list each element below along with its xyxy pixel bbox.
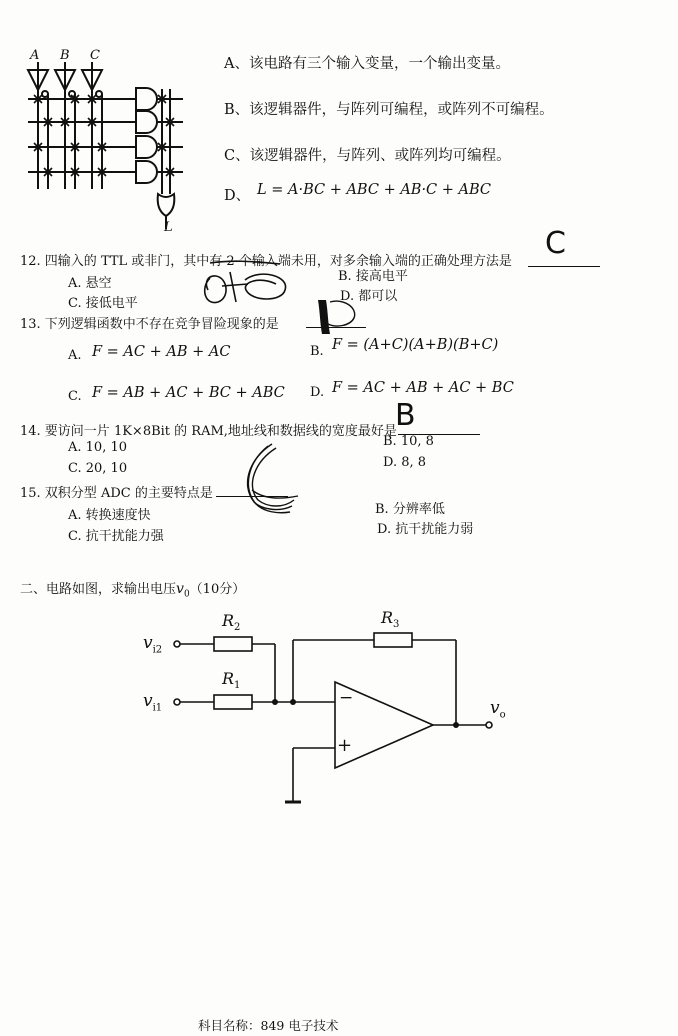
q12-opt-c: C. 接低电平 [68, 296, 138, 311]
option-d-prefix: D、 [224, 188, 251, 204]
r2-label [222, 611, 240, 633]
r2-label-sub: 2 [234, 622, 241, 634]
r1-label [222, 669, 240, 691]
q13-opt-c-formula: F = AB + AC + BC + ABC [92, 385, 285, 401]
option-d-formula: L = A·BC + ABC + AB·C + ABC [257, 182, 492, 198]
q15-stem: 15. 双积分型 ADC 的主要特点是 [20, 486, 213, 501]
q14-opt-c: C. 20, 10 [68, 461, 128, 476]
vo-label [490, 698, 506, 720]
q15-opt-c: C. 抗干扰能力强 [68, 529, 164, 544]
option-a: A、该电路有三个输入变量，一个输出变量。 [224, 56, 510, 72]
section2-title-sub: 0 [183, 589, 190, 600]
q15-opt-a: A. 转换速度快 [68, 508, 151, 523]
q12-opt-a: A. 悬空 [68, 276, 112, 291]
option-c: C、该逻辑器件，与阵列、或阵列均可编程。 [224, 148, 511, 164]
section2-title-var: v [176, 581, 184, 597]
r1-label-text: R [222, 669, 235, 688]
q13-opt-b-formula: F = (A+C)(A+B)(B+C) [332, 337, 499, 353]
pla-logic-diagram [18, 44, 198, 244]
q13-stem: 13. 下列逻辑函数中不存在竞争冒险现象的是 [20, 317, 279, 332]
q12-answer-line [528, 266, 600, 267]
q14-opt-a: A. 10, 10 [68, 440, 128, 455]
input-label-b: B [60, 48, 70, 63]
q13-opt-c: C. [68, 389, 82, 404]
vi2-label [143, 633, 162, 655]
q14-opt-d: D. 8, 8 [383, 455, 427, 470]
option-b: B、该逻辑器件，与阵列可编程，或阵列不可编程。 [224, 102, 554, 118]
vo-label-text: v [490, 698, 500, 718]
q14-answer: B [395, 398, 416, 433]
opamp-plus-label: + [337, 735, 353, 756]
section2-title [20, 578, 245, 600]
output-label-l: L [164, 220, 173, 235]
vi1-label [143, 691, 162, 713]
q14-stem: 14. 要访问一片 1K×8Bit 的 RAM,地址线和数据线的宽度最好是 [20, 424, 397, 439]
q15-opt-b: B. 分辨率低 [375, 502, 445, 517]
r1-label-sub: 1 [234, 680, 241, 692]
r3-label [381, 608, 399, 630]
vi1-label-text: v [143, 691, 153, 711]
q13-scribble [310, 294, 366, 338]
vi1-label-sub: i1 [152, 702, 163, 714]
r2-label-text: R [222, 611, 235, 630]
opamp-minus-label: − [339, 688, 354, 708]
q15-scribble [232, 440, 304, 520]
q13-opt-b: B. [310, 344, 324, 359]
q12-opt-b: B. 接高电平 [338, 269, 408, 284]
subject-footer: 科目名称：849 电子技术 [198, 1018, 339, 1033]
section2-title-text: 二、电路如图，求输出电压 [20, 582, 177, 597]
q15-opt-d: D. 抗干扰能力弱 [377, 522, 474, 537]
q12-opt-d: D. 都可以 [340, 289, 398, 304]
q12-answer: C [545, 226, 566, 261]
input-label-a: A [30, 48, 40, 63]
q13-opt-d: D. [310, 385, 325, 400]
q14-opt-b: B. 10, 8 [383, 434, 434, 449]
r3-label-text: R [381, 608, 394, 627]
vi2-label-text: v [143, 633, 153, 653]
opamp-circuit-diagram [130, 600, 530, 820]
q13-opt-d-formula: F = AC + AB + AC + BC [332, 380, 514, 396]
q12-stem: 12. 四输入的 TTL 或非门，其中有 2 个输入端未用，对多余输入端的正确处理方法是 [20, 254, 512, 269]
r3-label-sub: 3 [393, 619, 400, 631]
q13-opt-a: A. [68, 348, 82, 363]
section2-score: （10分） [189, 582, 246, 597]
vo-label-sub: o [499, 709, 506, 721]
input-label-c: C [90, 48, 100, 63]
q13-opt-a-formula: F = AC + AB + AC [92, 344, 231, 360]
vi2-label-sub: i2 [152, 644, 163, 656]
q12-scribble [190, 258, 310, 314]
